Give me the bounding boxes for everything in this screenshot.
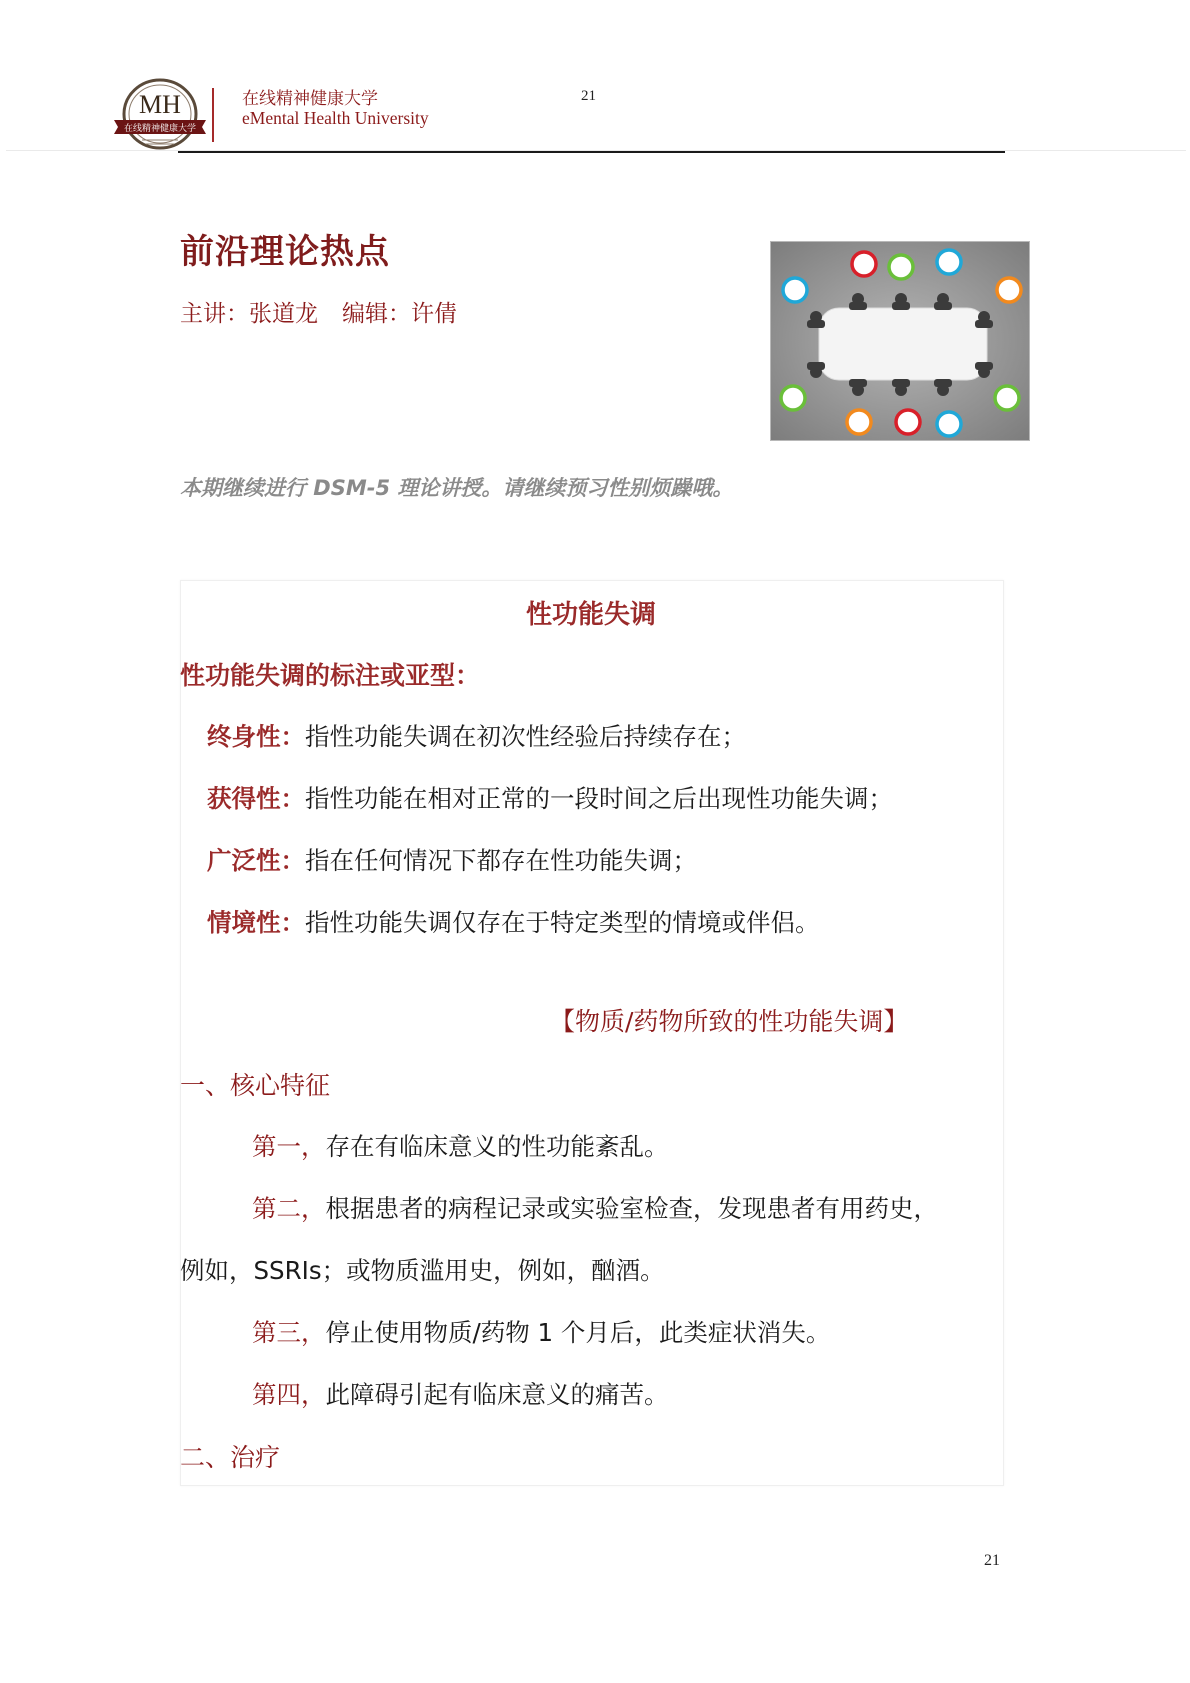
- specifier-label: 终身性：: [207, 722, 305, 751]
- feature-2: [252, 1190, 938, 1225]
- feature-2-continuation: 例如，SSRIs；或物质滥用史，例如，酗酒。: [180, 1256, 665, 1285]
- feature-text: 此障碍引起有临床意义的痛苦。: [325, 1380, 669, 1409]
- section-title: 性功能失调: [525, 600, 656, 630]
- meeting-table-illustration: [770, 241, 1030, 441]
- subsection-title: 【物质/药物所致的性功能失调】: [550, 1007, 909, 1036]
- header-rule: [178, 151, 1005, 153]
- specifier-label: 广泛性：: [207, 846, 305, 875]
- specifier-situational: [207, 904, 820, 939]
- specifier-generalized: [207, 842, 697, 877]
- logo-banner-text: 在线精神健康大学: [123, 124, 197, 134]
- org-name-cn: 在线精神健康大学: [242, 89, 378, 109]
- university-logo: [112, 76, 208, 152]
- specifier-acquired: [207, 780, 893, 815]
- specifier-lifelong: [207, 718, 746, 753]
- logo-text: MH: [139, 90, 181, 119]
- specifier-label: 情境性：: [207, 908, 305, 937]
- feature-label: 第一，: [252, 1132, 326, 1161]
- feature-3: [252, 1314, 830, 1349]
- footer-page-number: 21: [984, 1552, 1000, 1569]
- org-name-en: eMental Health University: [242, 108, 429, 128]
- feature-text: 根据患者的病程记录或实验室检查，发现患者有用药史，: [325, 1194, 938, 1223]
- heading-treatment: 二、治疗: [180, 1443, 281, 1472]
- heading-core-features: 一、核心特征: [180, 1071, 331, 1100]
- byline: [180, 295, 457, 328]
- feature-label: 第二，: [252, 1194, 326, 1223]
- feature-text: 存在有临床意义的性功能紊乱。: [325, 1132, 669, 1161]
- editor: 编辑：许倩: [342, 301, 457, 327]
- specifier-text: 指性功能失调仅存在于特定类型的情境或伴侣。: [305, 908, 820, 937]
- lecturer: 主讲：张道龙: [180, 301, 318, 327]
- specifier-text: 指在任何情况下都存在性功能失调；: [305, 846, 697, 875]
- intro-note: 本期继续进行 DSM-5 理论讲授。请继续预习性别烦躁哦。: [180, 476, 734, 500]
- feature-text: 停止使用物质/药物 1 个月后，此类症状消失。: [325, 1318, 831, 1347]
- header-divider: [212, 88, 214, 142]
- section-subtitle: 性功能失调的标注或亚型：: [180, 661, 481, 690]
- specifier-label: 获得性：: [207, 784, 305, 813]
- feature-1: [252, 1128, 669, 1163]
- specifier-text: 指性功能在相对正常的一段时间之后出现性功能失调；: [305, 784, 893, 813]
- specifier-text: 指性功能失调在初次性经验后持续存在；: [305, 722, 746, 751]
- article-title: 前沿理论热点: [180, 232, 390, 272]
- feature-label: 第四，: [252, 1380, 326, 1409]
- feature-label: 第三，: [252, 1318, 326, 1347]
- feature-4: [252, 1376, 669, 1411]
- header-page-number: 21: [581, 88, 596, 104]
